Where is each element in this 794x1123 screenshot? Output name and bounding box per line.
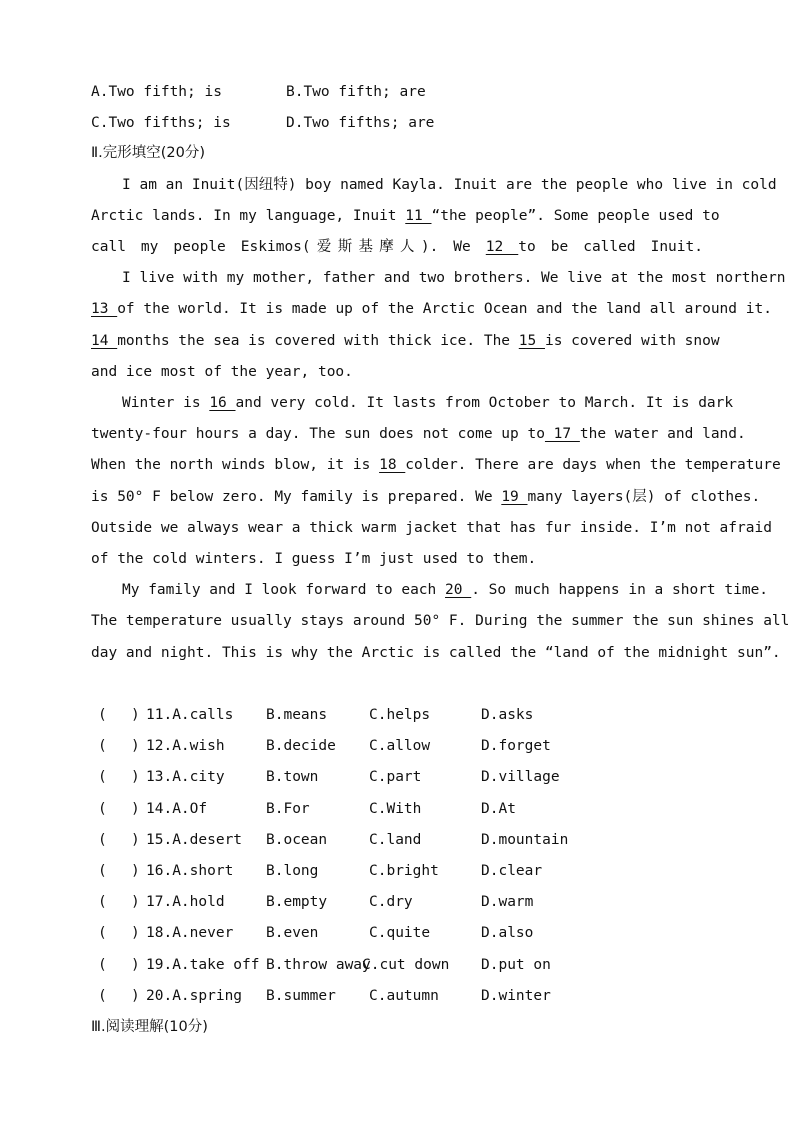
- option-d: D.also: [481, 925, 534, 941]
- option-d: D.At: [481, 801, 516, 817]
- passage-line: 13 of the world. It is made up of the Arctic Ocean and the land all around it.: [91, 301, 772, 317]
- blank-14: 14: [91, 333, 118, 349]
- blank-15: 15: [518, 333, 545, 349]
- option-c: C.helps: [369, 707, 431, 723]
- option-b: B.empty: [266, 894, 328, 910]
- question-row: ( ) 11.A.calls B.means C.helps D.asks: [98, 707, 534, 723]
- option-b: B.summer: [266, 988, 336, 1004]
- option-b: B.long: [266, 863, 319, 879]
- option-a: 19.A.take off: [146, 957, 260, 973]
- question-row: ( ) 16.A.short B.long C.bright D.clear: [98, 863, 543, 879]
- option-d: D.put on: [481, 957, 551, 973]
- passage-line: of the cold winters. I guess I’m just used to them.: [91, 551, 537, 567]
- passage-line: Arctic lands. In my language, Inuit 11 “the people”. Some people used to: [91, 208, 720, 224]
- option-a: 20.A.spring: [146, 988, 243, 1004]
- option-b: B.means: [266, 707, 328, 723]
- option-c: C.With: [369, 801, 422, 817]
- option-b: B.Two fifth; are: [286, 84, 426, 100]
- option-d: D.village: [481, 769, 560, 785]
- option-b: B.throw away: [266, 957, 371, 973]
- option-c: C.bright: [369, 863, 439, 879]
- option-c: C.land: [369, 832, 422, 848]
- option-c: C.Two fifths; is: [91, 115, 231, 131]
- blank-17: 17: [544, 426, 580, 442]
- question-row: ( ) 13.A.city B.town C.part D.village: [98, 769, 560, 785]
- passage-line: 14 months the sea is covered with thick ice. The 15 is covered with snow: [91, 333, 720, 349]
- option-c: C.cut down: [362, 957, 450, 973]
- passage-line: I live with my mother, father and two brothers. We live at the most northern: [122, 270, 786, 286]
- option-row-1: [91, 82, 703, 102]
- option-row-2: [91, 113, 703, 133]
- passage-line: is 50° F below zero. My family is prepared. We 19 many layers(层) of clothes.: [91, 489, 761, 505]
- option-d: D.clear: [481, 863, 543, 879]
- option-a: A.Two fifth; is: [91, 84, 222, 100]
- blank-18: 18: [379, 457, 406, 473]
- option-d: D.asks: [481, 707, 534, 723]
- section-heading-cloze: Ⅱ.完形填空(20分): [91, 145, 206, 161]
- question-row: ( ) 20.A.spring B.summer C.autumn D.winter: [98, 988, 551, 1004]
- option-a: 12.A.wish: [146, 738, 225, 754]
- passage-line: I am an Inuit(因纽特) boy named Kayla. Inuit are the people who live in cold: [122, 177, 777, 193]
- passage-line: My family and I look forward to each 20 . So much happens in a short time.: [122, 582, 769, 598]
- passage-line: When the north winds blow, it is 18 colder. There are days when the temperature: [91, 457, 781, 473]
- option-a: 16.A.short: [146, 863, 234, 879]
- option-a: 13.A.city: [146, 769, 225, 785]
- option-c: C.quite: [369, 925, 431, 941]
- blank-11: 11: [405, 208, 432, 224]
- question-row: ( ) 12.A.wish B.decide C.allow D.forget: [98, 738, 551, 754]
- passage-line: day and night. This is why the Arctic is called the “land of the midnight sun”.: [91, 645, 781, 661]
- section-heading-reading: Ⅲ.阅读理解(10分): [91, 1019, 208, 1035]
- option-a: 11.A.calls: [146, 707, 234, 723]
- option-a: 14.A.Of: [146, 801, 208, 817]
- option-c: C.part: [369, 769, 422, 785]
- option-d: D.warm: [481, 894, 534, 910]
- option-b: B.For: [266, 801, 310, 817]
- question-row: ( ) 18.A.never B.even C.quite D.also: [98, 925, 534, 941]
- option-c: C.allow: [369, 738, 431, 754]
- blank-12: 12: [485, 239, 519, 255]
- option-b: B.even: [266, 925, 319, 941]
- passage-line: Outside we always wear a thick warm jacket that has fur inside. I’m not afraid: [91, 520, 772, 536]
- blank-13: 13: [91, 301, 118, 317]
- passage-line: Winter is 16 and very cold. It lasts from October to March. It is dark: [122, 395, 734, 411]
- passage-line: call my people Eskimos(爱斯基摩人). We 12 to be called Inuit.: [91, 239, 703, 255]
- option-a: 15.A.desert: [146, 832, 243, 848]
- option-d: D.forget: [481, 738, 551, 754]
- question-row: ( ) 14.A.Of B.For C.With D.At: [98, 801, 516, 817]
- question-row: ( ) 15.A.desert B.ocean C.land D.mountain: [98, 832, 569, 848]
- option-b: B.decide: [266, 738, 336, 754]
- blank-16: 16: [209, 395, 236, 411]
- passage-line: twenty-four hours a day. The sun does not come up to 17 the water and land.: [91, 426, 746, 442]
- option-c: C.autumn: [369, 988, 439, 1004]
- passage-line: The temperature usually stays around 50° F. During the summer the sun shines all: [91, 613, 790, 629]
- option-d: D.mountain: [481, 832, 569, 848]
- option-c: C.dry: [369, 894, 413, 910]
- question-row: ( ) 19.A.take off B.throw away C.cut down D.put on: [98, 957, 551, 973]
- option-b: B.ocean: [266, 832, 328, 848]
- option-a: 18.A.never: [146, 925, 234, 941]
- option-d: D.Two fifths; are: [286, 115, 435, 131]
- option-d: D.winter: [481, 988, 551, 1004]
- passage-line: and ice most of the year, too.: [91, 364, 353, 380]
- question-row: ( ) 17.A.hold B.empty C.dry D.warm: [98, 894, 534, 910]
- option-b: B.town: [266, 769, 319, 785]
- blank-19: 19: [501, 489, 528, 505]
- blank-20: 20: [445, 582, 472, 598]
- option-a: 17.A.hold: [146, 894, 225, 910]
